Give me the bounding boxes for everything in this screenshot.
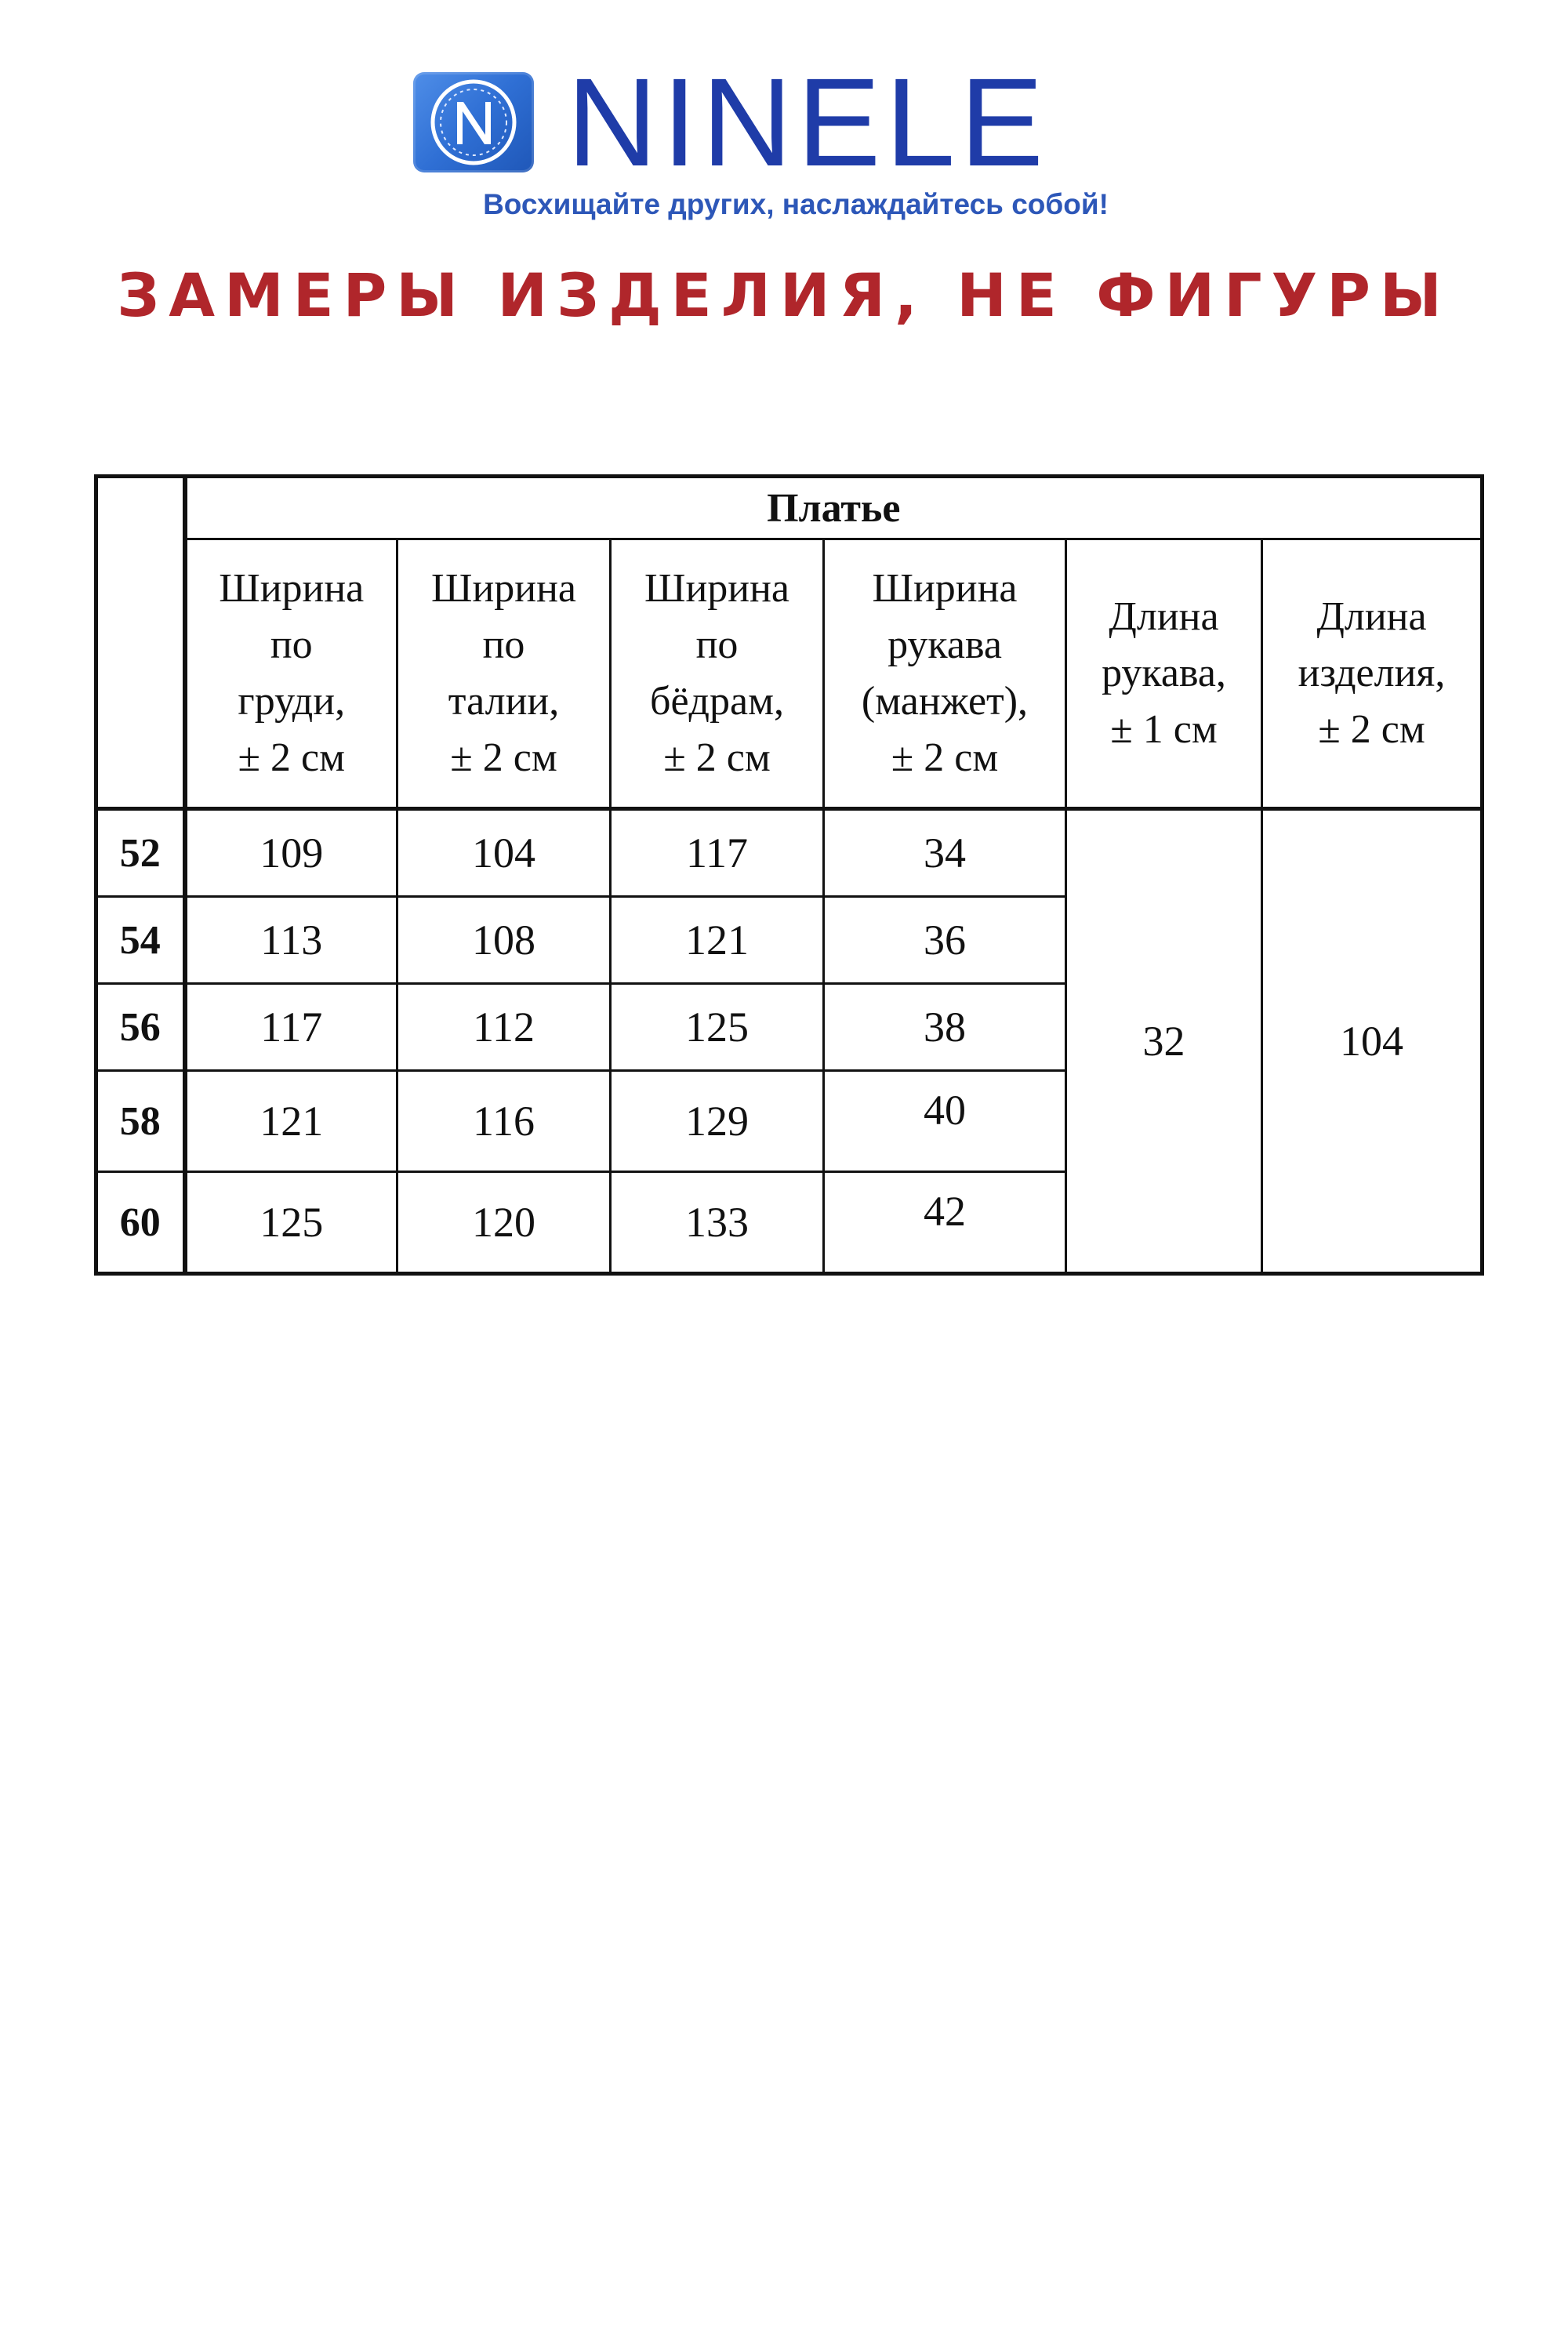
- cuff-value: 38: [824, 984, 1066, 1071]
- column-header-sleeve-length: [1066, 539, 1262, 809]
- page-headline: ЗАМЕРЫ ИЗДЕЛИЯ, НЕ ФИГУРЫ: [117, 260, 1451, 330]
- waist-value: 104: [397, 809, 611, 897]
- header-line: Ширина: [872, 566, 1018, 611]
- header-line: (манжет),: [861, 679, 1029, 724]
- header-line: Ширина: [644, 566, 790, 611]
- garment-length-value: 104: [1262, 809, 1483, 1274]
- header-line: изделия,: [1298, 651, 1446, 695]
- waist-value: 112: [397, 984, 611, 1071]
- header-line: груди,: [238, 679, 346, 724]
- size-label: 52: [96, 809, 185, 897]
- waist-value: 116: [397, 1071, 611, 1172]
- hips-value: 129: [611, 1071, 824, 1172]
- column-header-hips: [611, 539, 824, 809]
- column-header-waist: [397, 539, 611, 809]
- header-line: Длина: [1109, 594, 1219, 639]
- n-monogram-badge-icon: [413, 72, 534, 172]
- sleeve-length-value: 32: [1066, 809, 1262, 1274]
- hips-value: 121: [611, 897, 824, 984]
- column-header-cuff: [824, 539, 1066, 809]
- chest-value: 109: [185, 809, 397, 897]
- chest-value: 121: [185, 1071, 397, 1172]
- brand-slogan: Восхищайте других, наслаждайтесь собой!: [483, 188, 1109, 220]
- header-line: ± 2 см: [1318, 707, 1425, 752]
- header-line: талии,: [448, 679, 560, 724]
- table-row: [96, 809, 1483, 897]
- chest-value: 113: [185, 897, 397, 984]
- chest-value: 125: [185, 1172, 397, 1274]
- cuff-value: 42: [824, 1172, 1066, 1274]
- table-corner-cell: [96, 477, 185, 809]
- size-chart-table: [94, 474, 1484, 1276]
- waist-value: 120: [397, 1172, 611, 1274]
- header-line: Ширина: [219, 566, 365, 611]
- header-line: ± 2 см: [450, 735, 557, 780]
- column-header-garment-length: [1262, 539, 1483, 809]
- header-line: ± 2 см: [663, 735, 771, 780]
- header-line: Ширина: [430, 566, 577, 611]
- column-header-chest: [185, 539, 397, 809]
- garment-group-title: Платье: [185, 477, 1483, 539]
- cuff-value: 40: [824, 1071, 1066, 1172]
- header-line: рукава,: [1102, 651, 1226, 695]
- size-label: 54: [96, 897, 185, 984]
- hips-value: 125: [611, 984, 824, 1071]
- header-line: ± 2 см: [238, 735, 346, 780]
- waist-value: 108: [397, 897, 611, 984]
- brand-logo: [413, 52, 1181, 229]
- header-line: ± 1 см: [1110, 707, 1218, 752]
- chest-value: 117: [185, 984, 397, 1071]
- header-line: по: [270, 622, 313, 667]
- header-line: по: [482, 622, 525, 667]
- header-line: ± 2 см: [891, 735, 999, 780]
- header-line: рукава: [887, 622, 1002, 667]
- hips-value: 117: [611, 809, 824, 897]
- header-line: по: [695, 622, 739, 667]
- brand-wordmark: NINELE: [567, 52, 1048, 192]
- size-label: 56: [96, 984, 185, 1071]
- header-line: бёдрам,: [650, 679, 784, 724]
- hips-value: 133: [611, 1172, 824, 1274]
- header-line: Длина: [1316, 594, 1427, 639]
- size-label: 60: [96, 1172, 185, 1274]
- cuff-value: 34: [824, 809, 1066, 897]
- size-label: 58: [96, 1071, 185, 1172]
- cuff-value: 36: [824, 897, 1066, 984]
